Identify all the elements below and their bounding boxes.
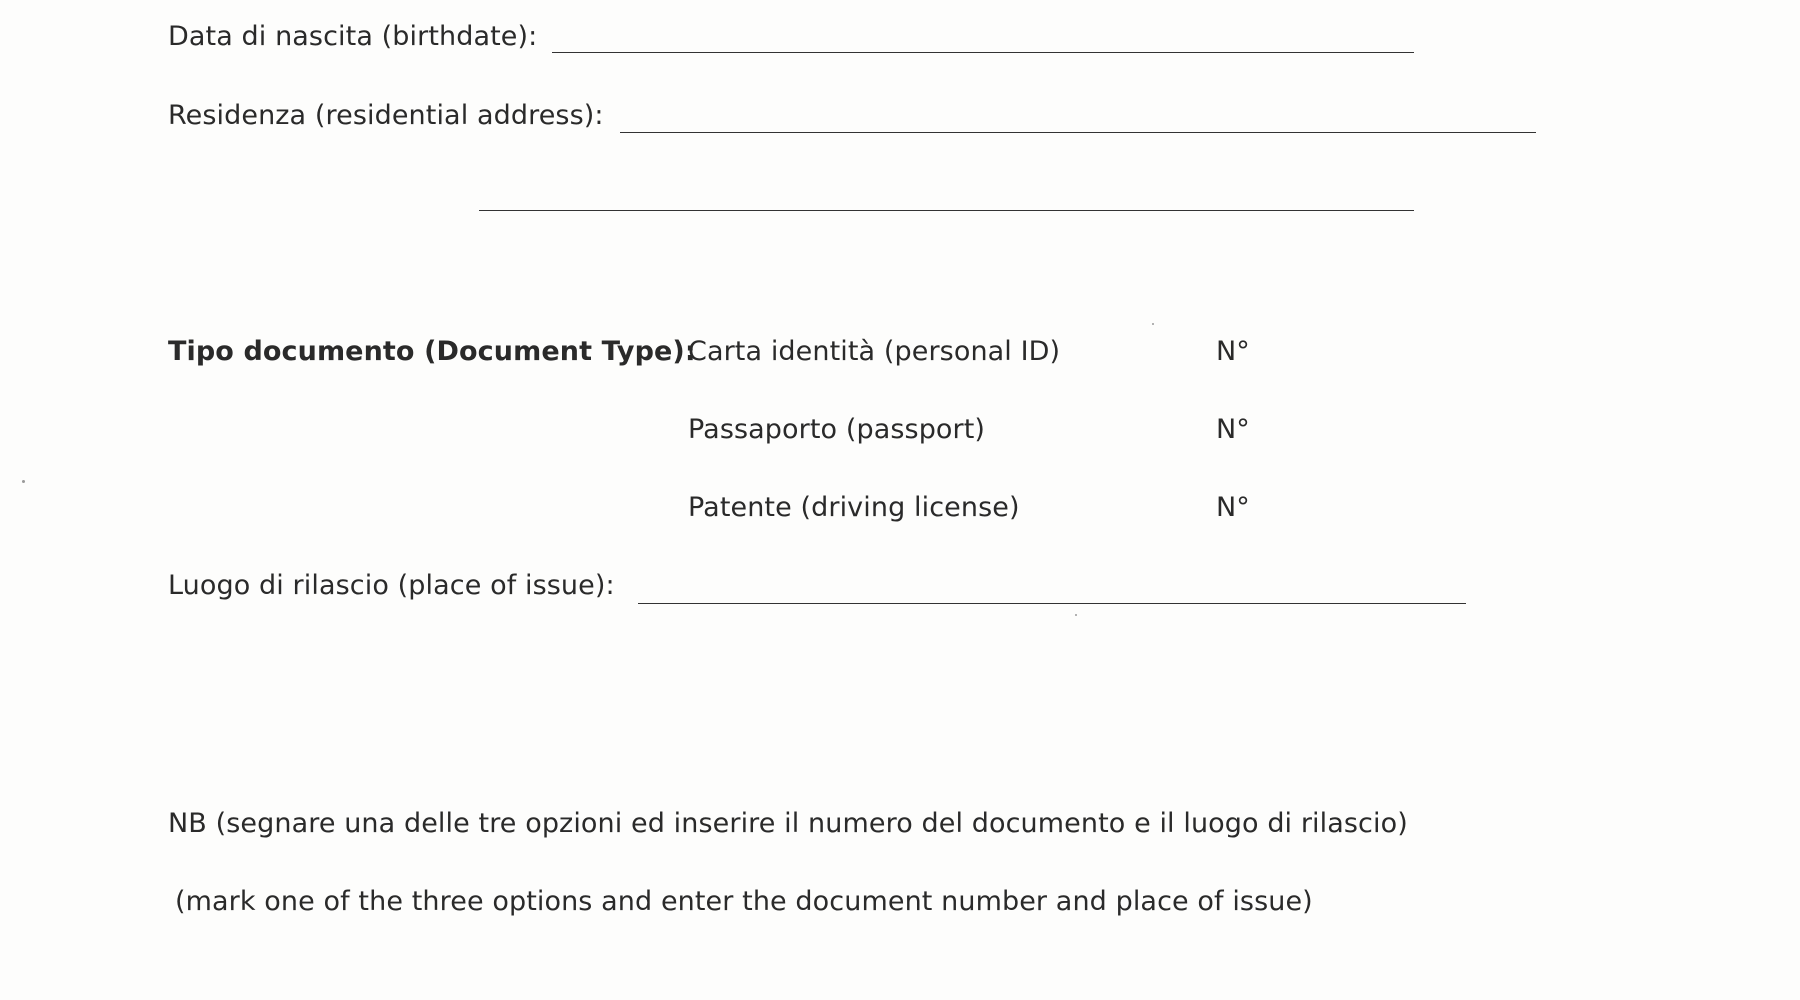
note-english: (mark one of the three options and enter the document number and place of issue): [175, 886, 1313, 917]
scan-speck: [1152, 323, 1154, 325]
address-field-line[interactable]: [620, 132, 1536, 133]
option-passport[interactable]: Passaporto (passport): [688, 414, 986, 445]
driving-license-number-label: N°: [1216, 492, 1250, 523]
address-field-line-2[interactable]: [479, 210, 1414, 211]
place-of-issue-field-line[interactable]: [638, 603, 1466, 604]
place-of-issue-label: Luogo di rilascio (place of issue):: [168, 570, 615, 601]
option-driving-license[interactable]: Patente (driving license): [688, 492, 1020, 523]
document-type-label: Tipo documento (Document Type):: [168, 336, 696, 367]
birthdate-label: Data di nascita (birthdate):: [168, 21, 538, 52]
option-personal-id[interactable]: Carta identità (personal ID): [688, 336, 1061, 367]
address-label: Residenza (residential address):: [168, 100, 604, 131]
birthdate-field-line[interactable]: [552, 52, 1414, 53]
note-italian: NB (segnare una delle tre opzioni ed inserire il numero del documento e il luogo di rilascio): [168, 808, 1408, 839]
scan-speck: [22, 480, 25, 483]
passport-number-label: N°: [1216, 414, 1250, 445]
scan-speck: [1075, 614, 1077, 616]
personal-id-number-label: N°: [1216, 336, 1250, 367]
